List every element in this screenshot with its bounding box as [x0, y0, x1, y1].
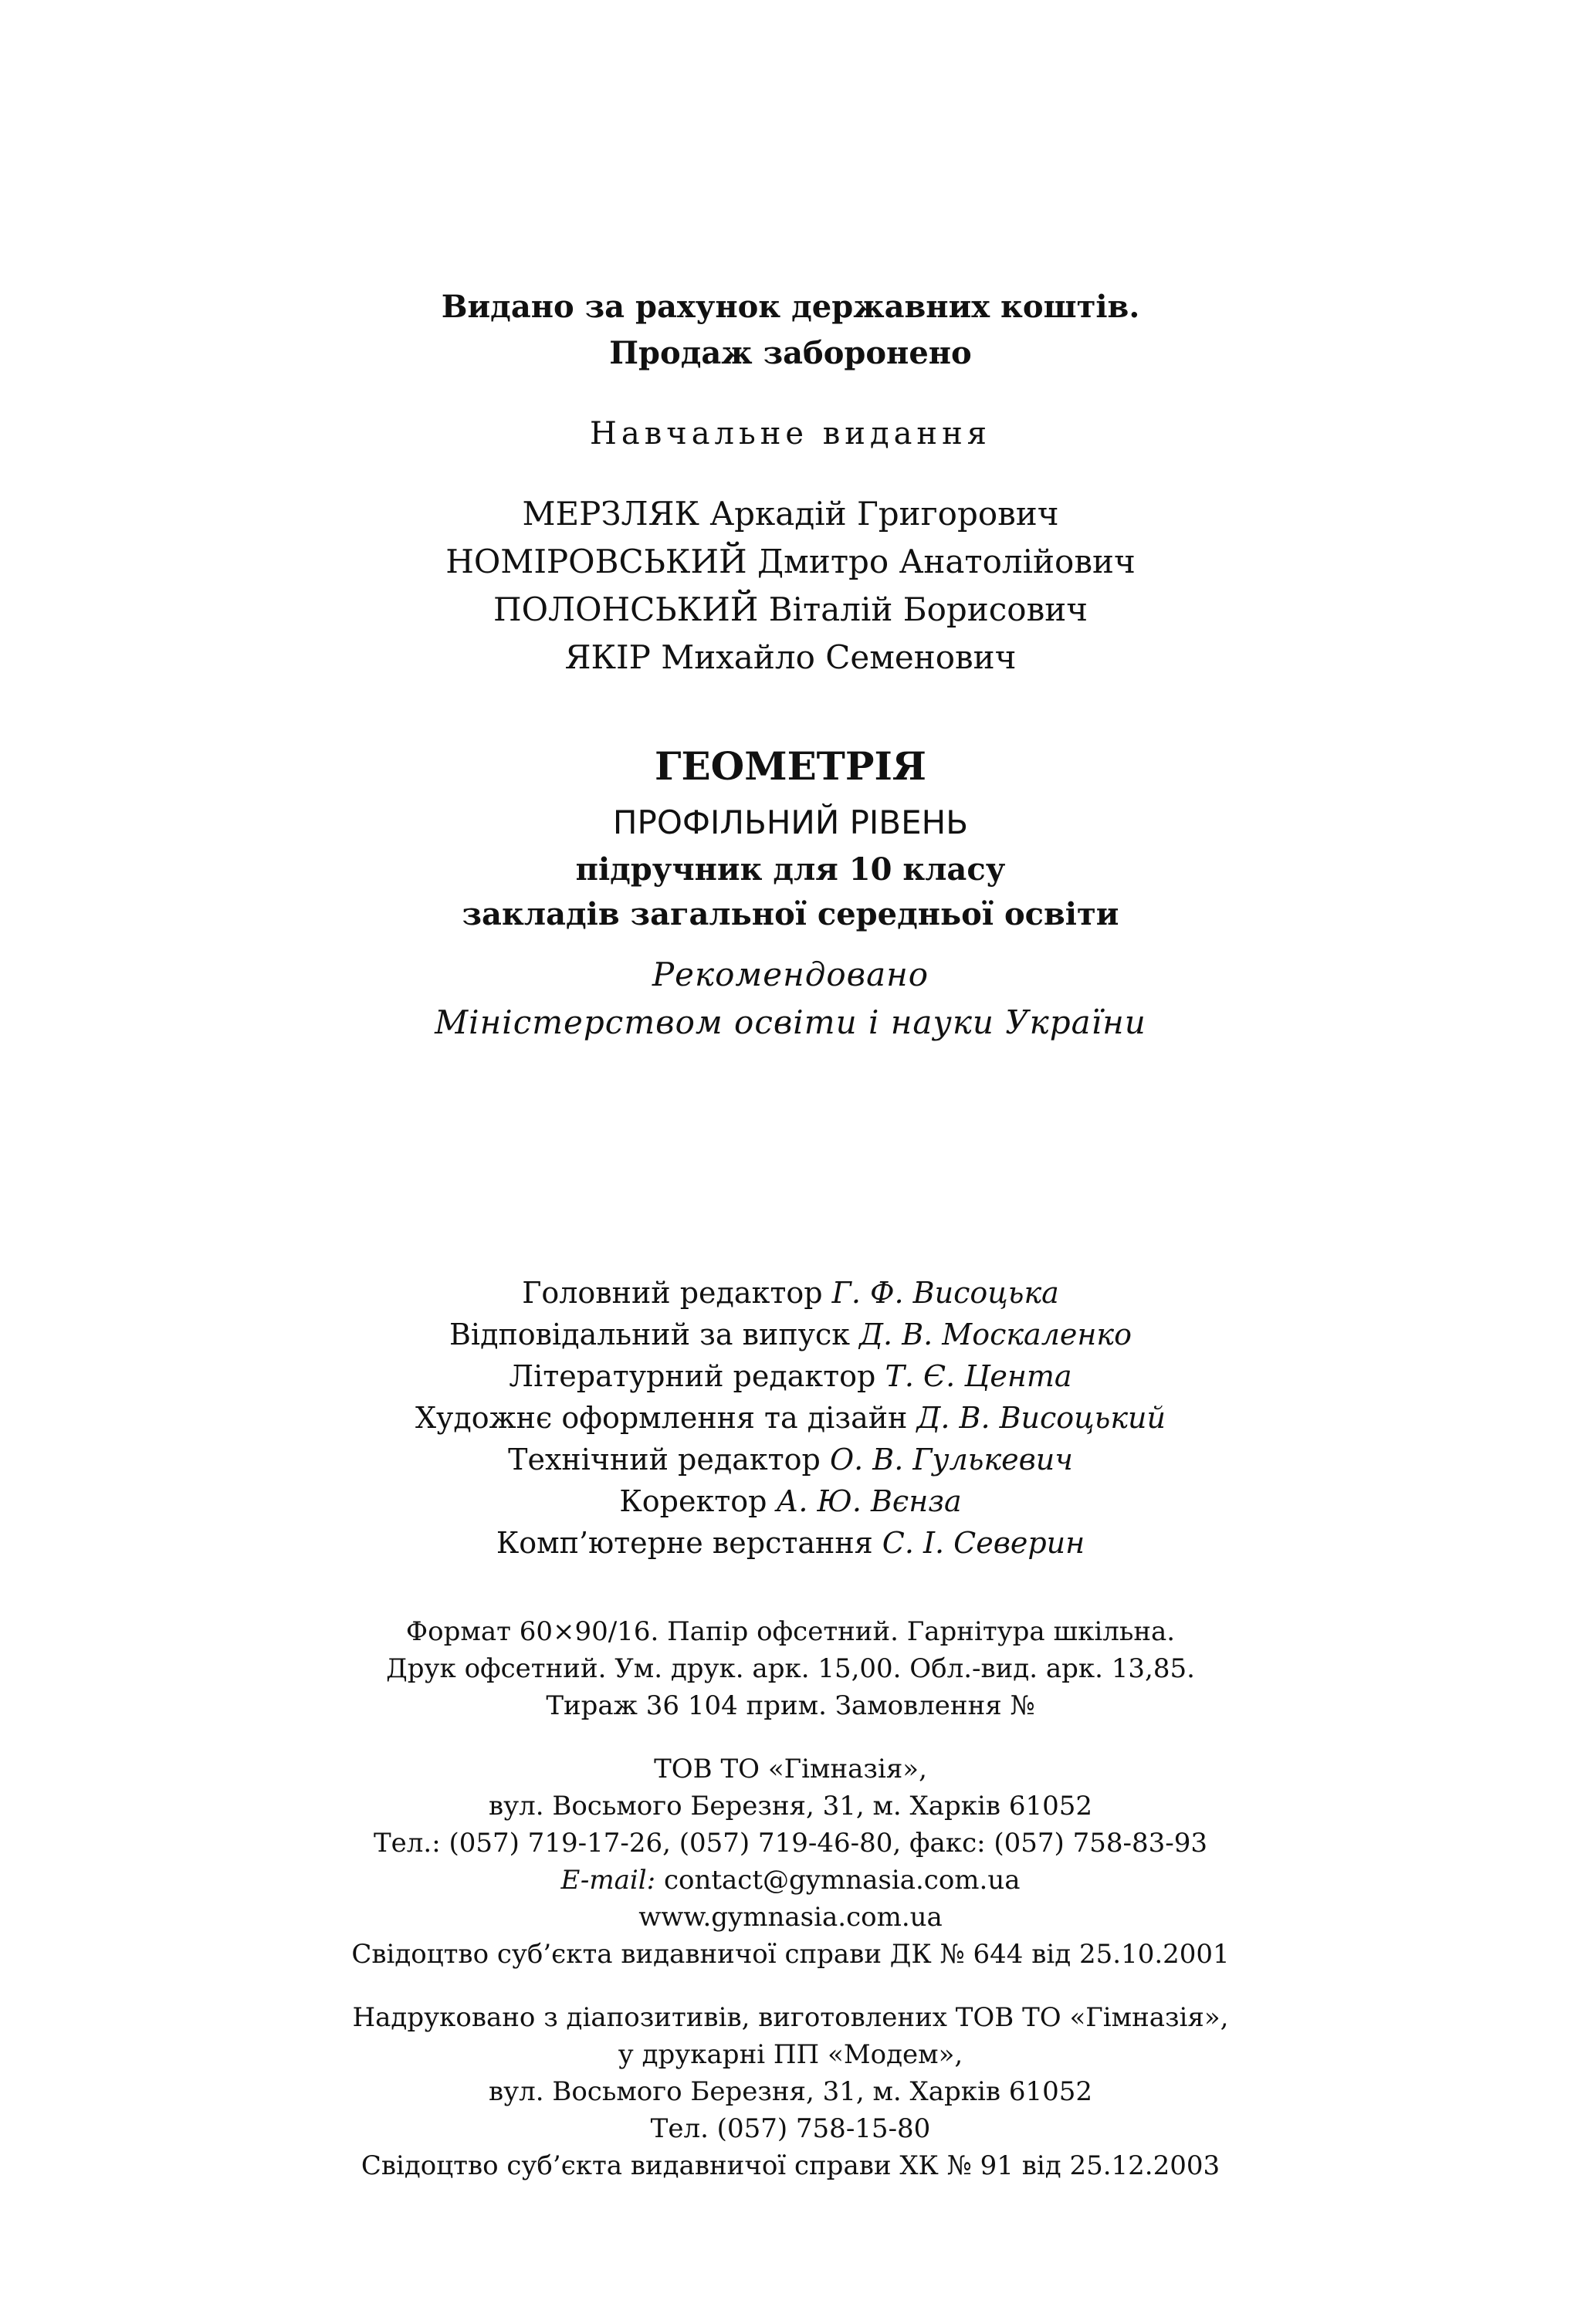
publisher-certificate: Свідоцтво суб’єкта видавничої справи ДК № 644 від 25.10.2001	[351, 1939, 1230, 1970]
credit-name: О. В. Гулькевич	[829, 1443, 1073, 1477]
publisher-phone: Тел.: (057) 719-17-26, (057) 719-46-80, факс: (057) 758-83-93	[373, 1828, 1208, 1859]
credit-role: Головний редактор	[522, 1276, 823, 1310]
credit-row	[0, 1439, 1581, 1480]
editorial-credits	[0, 1272, 1581, 1564]
printer-line: у друкарні ПП «Модем»,	[618, 2039, 963, 2070]
credit-name: Д. В. Москаленко	[859, 1318, 1132, 1351]
state-funded-notice	[0, 284, 1581, 377]
subtitle-line-2: закладів загальної середньої освіти	[462, 896, 1119, 932]
author-name: ПОЛОНСЬКИЙ Віталій Борисович	[493, 590, 1088, 628]
ministry-recommendation	[0, 951, 1581, 1047]
credit-name: Д. В. Висоцький	[916, 1401, 1166, 1435]
credit-row	[0, 1480, 1581, 1522]
book-level: ПРОФІЛЬНИЙ РІВЕНЬ	[612, 803, 969, 841]
publisher-info	[0, 1751, 1581, 1973]
book-title: ГЕОМЕТРІЯ	[655, 743, 926, 789]
publisher-address: вул. Восьмого Березня, 31, м. Харків 61052	[488, 1791, 1093, 1822]
credit-row	[0, 1397, 1581, 1439]
author-name: МЕРЗЛЯК Аркадій Григорович	[522, 495, 1059, 533]
credit-row	[0, 1355, 1581, 1397]
credit-name: А. Ю. Вєнза	[776, 1484, 962, 1518]
credit-role: Художнє оформлення та дізайн	[415, 1401, 908, 1435]
credit-row	[0, 1314, 1581, 1355]
author-name: НОМІРОВСЬКИЙ Дмитро Анатолійович	[445, 543, 1136, 580]
printer-line: Тел. (057) 758-15-80	[650, 2113, 931, 2144]
printer-line: вул. Восьмого Березня, 31, м. Харків 61052	[488, 2076, 1093, 2107]
credit-name: С. І. Северин	[882, 1526, 1085, 1560]
notice-line-2: Продаж заборонено	[609, 335, 972, 371]
credit-role: Літературний редактор	[509, 1359, 876, 1393]
credit-role: Коректор	[619, 1484, 767, 1518]
edition-type-text: Навчальне видання	[590, 416, 991, 452]
book-title-block	[0, 741, 1581, 1047]
format-line: Друк офсетний. Ум. друк. арк. 15,00. Обл.-вид. арк. 13,85.	[386, 1653, 1195, 1684]
publisher-email-row	[0, 1862, 1581, 1899]
publisher-website: www.gymnasia.com.ua	[638, 1902, 943, 1933]
format-line: Тираж 36 104 прим. Замовлення №	[546, 1690, 1035, 1721]
credit-row	[0, 1522, 1581, 1564]
credit-role: Відповідальний за випуск	[449, 1318, 851, 1351]
recommended-line-2: Міністерством освіти і науки України	[435, 1003, 1146, 1041]
email-label: E-mail:	[560, 1865, 656, 1896]
credit-name: Т. Є. Цента	[885, 1359, 1072, 1393]
credit-role: Технічний редактор	[508, 1443, 821, 1477]
printer-line: Надруковано з діапозитивів, виготовлених ТОВ ТО «Гімназія»,	[352, 2002, 1229, 2033]
printer-line: Свідоцтво суб’єкта видавничої справи ХК № 91 від 25.12.2003	[361, 2150, 1220, 2181]
author-name: ЯКІР Михайло Семенович	[564, 638, 1017, 676]
credit-role: Комп’ютерне верстання	[496, 1526, 873, 1560]
printer-info	[0, 1999, 1581, 2184]
publisher-email: contact@gymnasia.com.ua	[663, 1865, 1021, 1896]
notice-line-1: Видано за рахунок державних коштів.	[441, 289, 1140, 325]
format-info	[0, 1613, 1581, 1724]
recommended-line-1: Рекомендовано	[652, 956, 929, 993]
credit-row	[0, 1272, 1581, 1314]
edition-type	[0, 411, 1581, 457]
publisher-name: ТОВ ТО «Гімназія»,	[654, 1754, 927, 1784]
book-subtitle	[0, 847, 1581, 937]
format-line: Формат 60×90/16. Папір офсетний. Гарнітура шкільна.	[405, 1616, 1176, 1647]
subtitle-line-1: підручник для 10 класу	[575, 851, 1006, 888]
authors-list	[0, 490, 1581, 682]
credit-name: Г. Ф. Висоцька	[831, 1276, 1059, 1310]
